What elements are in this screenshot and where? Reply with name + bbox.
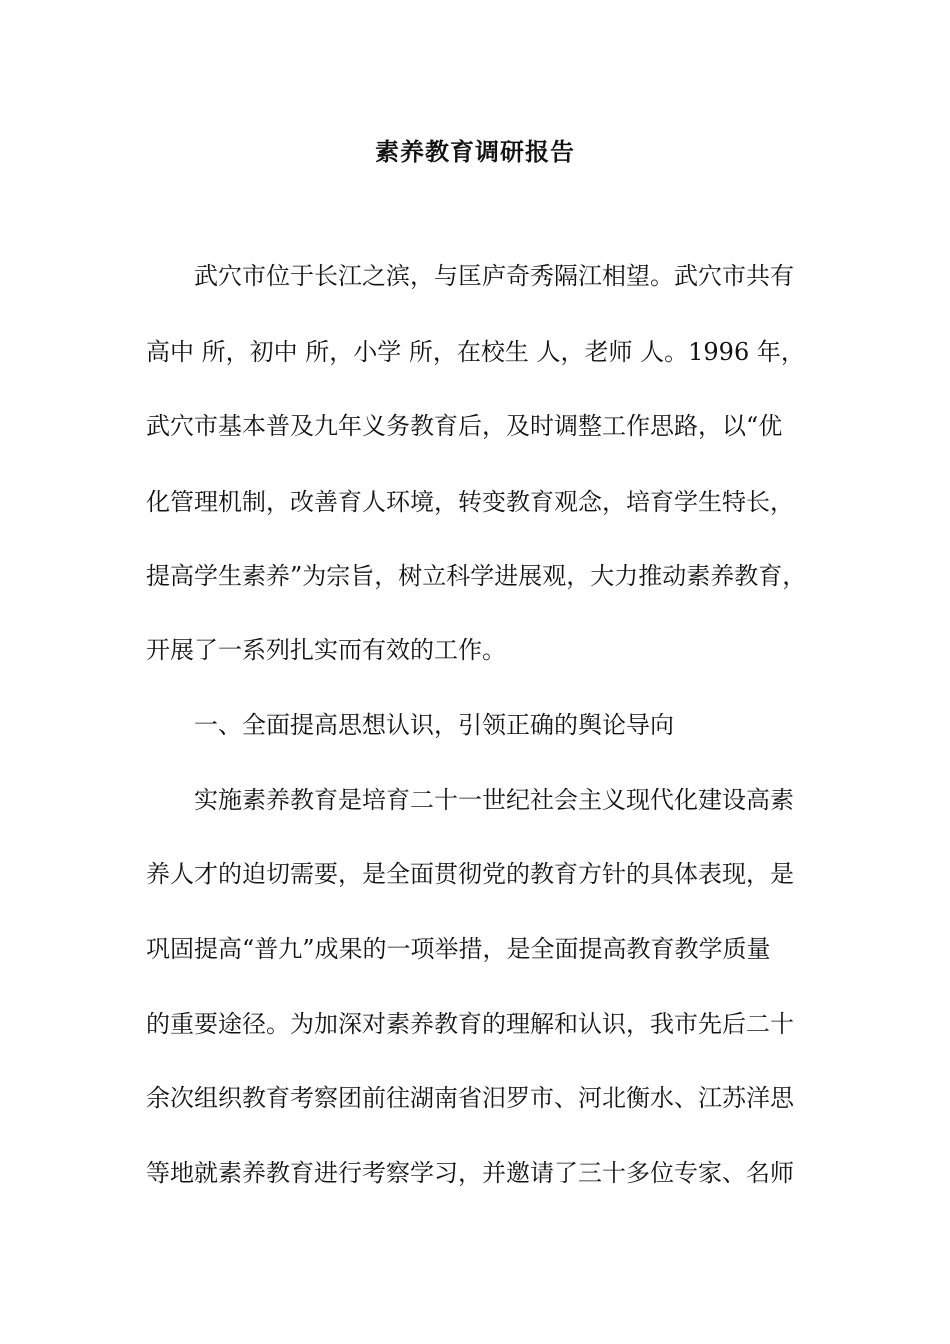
paragraph-line: 余次组织教育考察团前往湖南省汨罗市、河北衡水、江苏洋思 bbox=[146, 1084, 794, 1112]
paragraph-line: 武穴市基本普及九年义务教育后，及时调整工作思路，以“优 bbox=[146, 412, 783, 440]
paragraph-line: 武穴市位于长江之滨，与匡庐奇秀隔江相望。武穴市共有 bbox=[194, 262, 794, 290]
paragraph-line: 巩固提高“普九”成果的一项举措，是全面提高教育教学质量 bbox=[146, 935, 771, 963]
document-title: 素养教育调研报告 bbox=[375, 137, 575, 166]
paragraph-line: 的重要途径。为加深对素养教育的理解和认识，我市先后二十 bbox=[146, 1010, 794, 1038]
paragraph-line: 化管理机制，改善育人环境，转变教育观念，培育学生特长， bbox=[146, 488, 794, 516]
paragraph-line: 高中 所，初中 所，小学 所，在校生 人，老师 人。1996 年， bbox=[146, 338, 805, 366]
paragraph-line: 提高学生素养”为宗旨，树立科学进展观，大力推动素养教育， bbox=[146, 562, 807, 590]
paragraph-line: 实施素养教育是培育二十一世纪社会主义现代化建设高素 bbox=[194, 786, 794, 814]
section-heading: 一、全面提高思想认识，引领正确的舆论导向 bbox=[194, 711, 674, 739]
paragraph-line: 等地就素养教育进行考察学习，并邀请了三十多位专家、名师 bbox=[146, 1159, 794, 1187]
paragraph-line: 开展了一系列扎实而有效的工作。 bbox=[146, 636, 506, 664]
paragraph-line: 养人才的迫切需要，是全面贯彻党的教育方针的具体表现，是 bbox=[146, 860, 794, 888]
